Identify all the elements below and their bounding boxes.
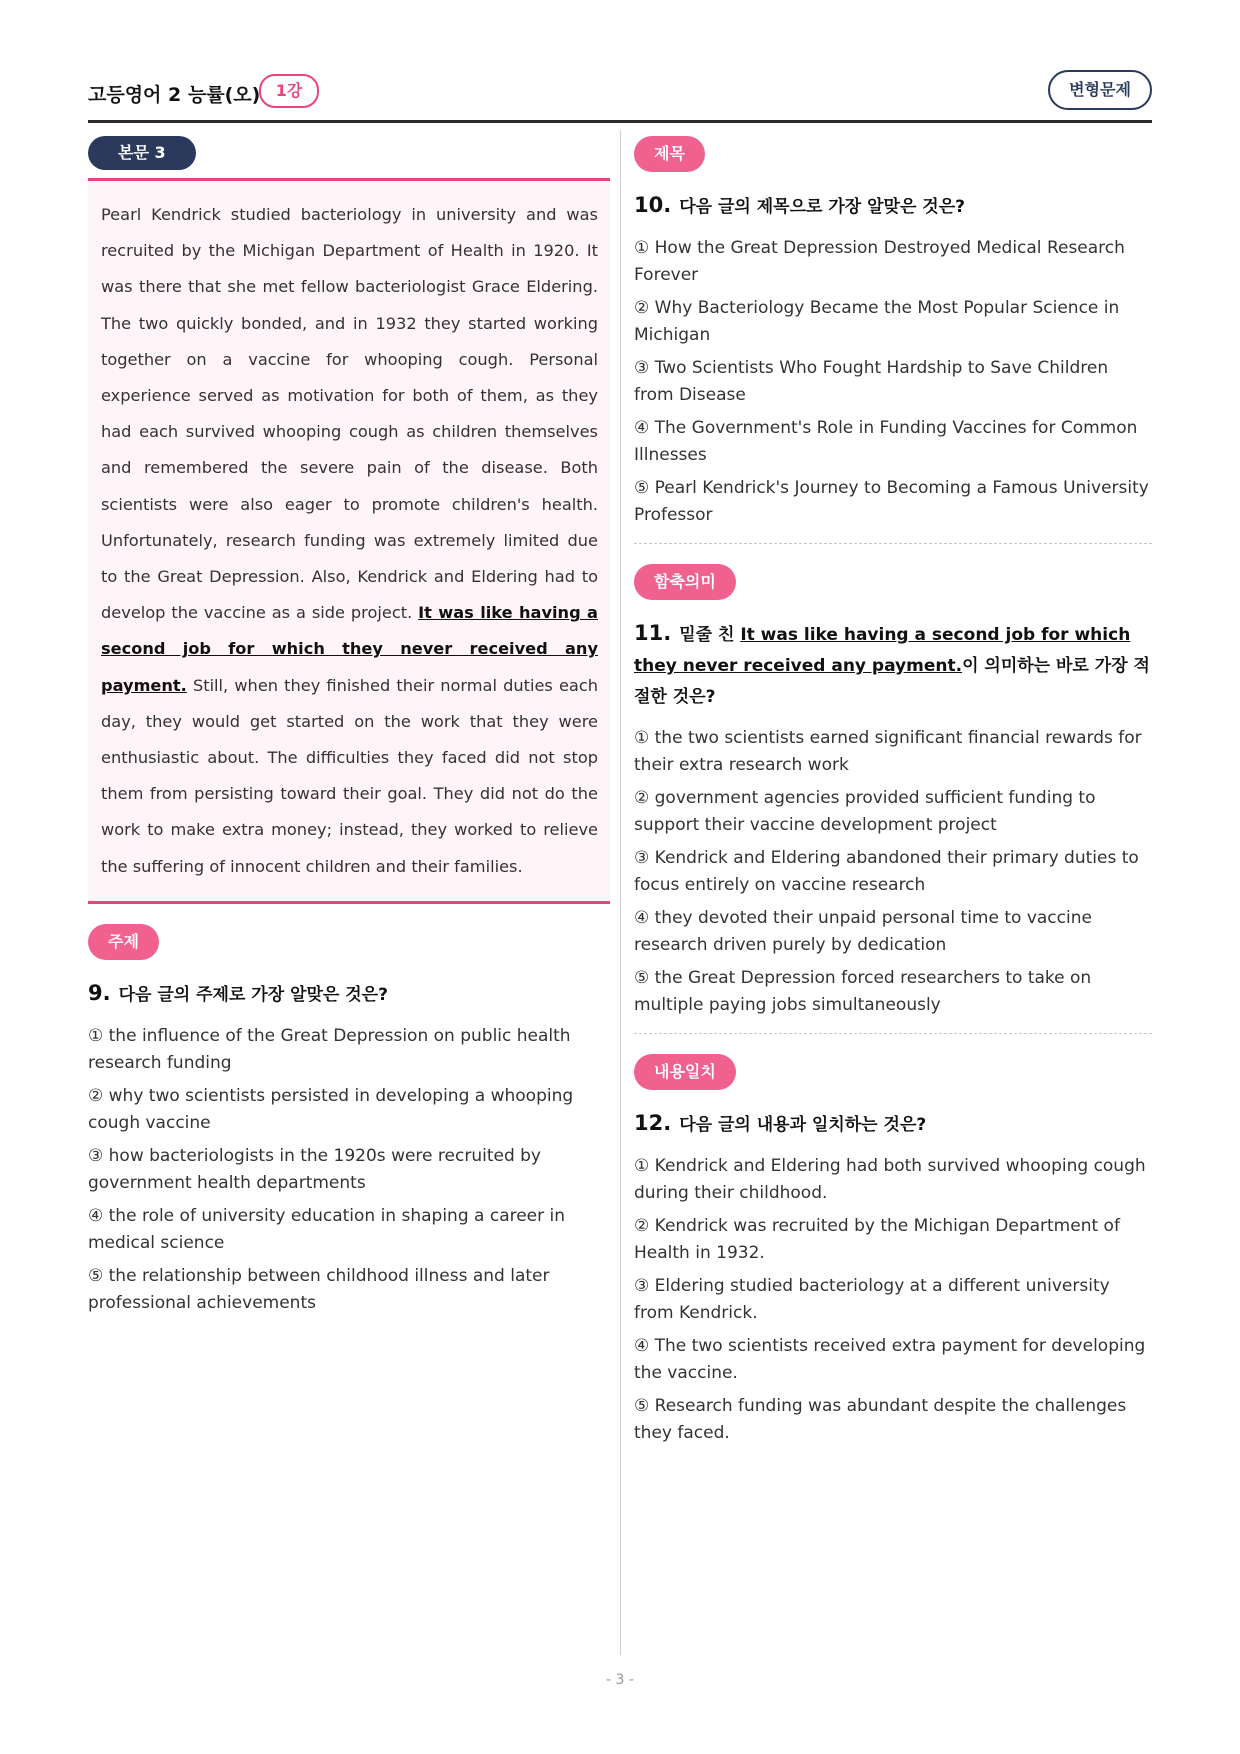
q9-choices: [88, 1023, 610, 1317]
q10-tag: 제목: [634, 136, 705, 172]
q9-choice-3[interactable]: ③ how bacteriologists in the 1920s were recruited by government health departments: [88, 1145, 541, 1193]
q12-text: 다음 글의 내용과 일치하는 것은?: [679, 1115, 927, 1135]
q9-number: 9.: [88, 980, 111, 1005]
q9-choice-5[interactable]: ⑤ the relationship between childhood illness and later professional achievements: [88, 1265, 550, 1313]
q11-choice-4[interactable]: ④ they devoted their unpaid personal time to vaccine research driven purely by dedication: [634, 908, 1092, 955]
q11-choice-5[interactable]: ⑤ the Great Depression forced researchers to take on multiple paying jobs simultaneously: [634, 968, 1092, 1015]
q9-question: [88, 978, 610, 1011]
question-11: [634, 564, 1152, 1019]
passage-text-before: Pearl Kendrick studied bacteriology in university and was recruited by the Michigan Department of Health in 1920. It was there that she met fellow bacteriologist Grace Eldering. The two quickly bonded, and in 1932 they started working together on a vaccine for whooping cough. Personal experience served as motivation for both of them, as they had each survived whooping cough as children themselves and remembered the severe pain of the disease. Both scientists were also eager to promote children's health. Unfortunately, research funding was extremely limited due to the Great Depression. Also, Kendrick and Eldering had to develop the vaccine as a side project.: [101, 205, 598, 623]
question-10: [634, 136, 1152, 529]
q9-choice-1[interactable]: ① the influence of the Great Depression on public health research funding: [88, 1025, 571, 1073]
passage-underlined: It was like having a second job for which they never received any payment.: [101, 603, 598, 695]
dashed-separator: [634, 1033, 1152, 1034]
q11-suffix: 이 의미하는 바로 가장 적절한 것은?: [634, 656, 1150, 707]
q12-tag: 내용일치: [634, 1054, 736, 1090]
q10-number: 10.: [634, 193, 672, 217]
q12-choice-4[interactable]: ④ The two scientists received extra payment for developing the vaccine.: [634, 1336, 1146, 1383]
passage-text: [101, 197, 598, 885]
lesson-badge: 1강: [259, 74, 319, 108]
q11-question: [634, 618, 1152, 713]
q12-choice-3[interactable]: ③ Eldering studied bacteriology at a different university from Kendrick.: [634, 1276, 1110, 1323]
q11-prefix: 밑줄 친: [679, 625, 741, 645]
page-number: - 3 -: [606, 1672, 634, 1688]
q11-underlined: It was like having a second job for which they never received any payment.: [634, 625, 1131, 676]
q11-choice-1[interactable]: ① the two scientists earned significant financial rewards for their extra research work: [634, 728, 1142, 775]
q11-choice-3[interactable]: ③ Kendrick and Eldering abandoned their primary duties to focus entirely on vaccine research: [634, 848, 1139, 895]
q10-choices: [634, 235, 1152, 529]
q12-choice-1[interactable]: ① Kendrick and Eldering had both survived whooping cough during their childhood.: [634, 1156, 1146, 1203]
q10-text: 다음 글의 제목으로 가장 알맞은 것은?: [679, 197, 965, 217]
q9-tag: 주제: [88, 924, 159, 960]
q9-choice-4[interactable]: ④ the role of university education in shaping a career in medical science: [88, 1205, 566, 1253]
q10-choice-4[interactable]: ④ The Government's Role in Funding Vaccines for Common Illnesses: [634, 418, 1138, 465]
q12-choice-2[interactable]: ② Kendrick was recruited by the Michigan Department of Health in 1932.: [634, 1216, 1120, 1263]
book-title: 고등영어 2 능률(오): [88, 84, 261, 106]
q10-choice-5[interactable]: ⑤ Pearl Kendrick's Journey to Becoming a Famous University Professor: [634, 478, 1149, 525]
q10-choice-3[interactable]: ③ Two Scientists Who Fought Hardship to Save Children from Disease: [634, 358, 1109, 405]
q11-tag: 함축의미: [634, 564, 736, 600]
question-9: [88, 924, 610, 1317]
q11-choice-2[interactable]: ② government agencies provided sufficient funding to support their vaccine development project: [634, 788, 1096, 835]
left-column: [88, 136, 610, 1343]
page-header: [88, 70, 1152, 123]
q12-choices: [634, 1153, 1152, 1447]
column-divider: [620, 130, 621, 1655]
q11-choices: [634, 725, 1152, 1019]
q12-number: 12.: [634, 1111, 672, 1135]
q9-text: 다음 글의 주제로 가장 알맞은 것은?: [118, 984, 388, 1005]
question-12: [634, 1054, 1152, 1447]
q10-question: [634, 190, 1152, 223]
passage-text-after: Still, when they finished their normal duties each day, they would get started on the work that they were enthusiastic about. The difficulties they faced did not stop them from persisting toward their goal. They did not do the work to make extra money; instead, they worked to relieve the suffering of innocent children and their families.: [101, 675, 598, 876]
right-column: [634, 136, 1152, 1453]
q9-choice-2[interactable]: ② why two scientists persisted in developing a whooping cough vaccine: [88, 1085, 574, 1133]
type-badge: 변형문제: [1048, 70, 1152, 110]
q10-choice-1[interactable]: ① How the Great Depression Destroyed Medical Research Forever: [634, 238, 1125, 285]
passage-box: [88, 178, 610, 904]
dashed-separator: [634, 543, 1152, 544]
passage-tag: 본문 3: [88, 136, 196, 170]
q12-question: [634, 1108, 1152, 1141]
q11-number: 11.: [634, 621, 672, 645]
q10-choice-2[interactable]: ② Why Bacteriology Became the Most Popular Science in Michigan: [634, 298, 1120, 345]
q12-choice-5[interactable]: ⑤ Research funding was abundant despite the challenges they faced.: [634, 1396, 1127, 1443]
